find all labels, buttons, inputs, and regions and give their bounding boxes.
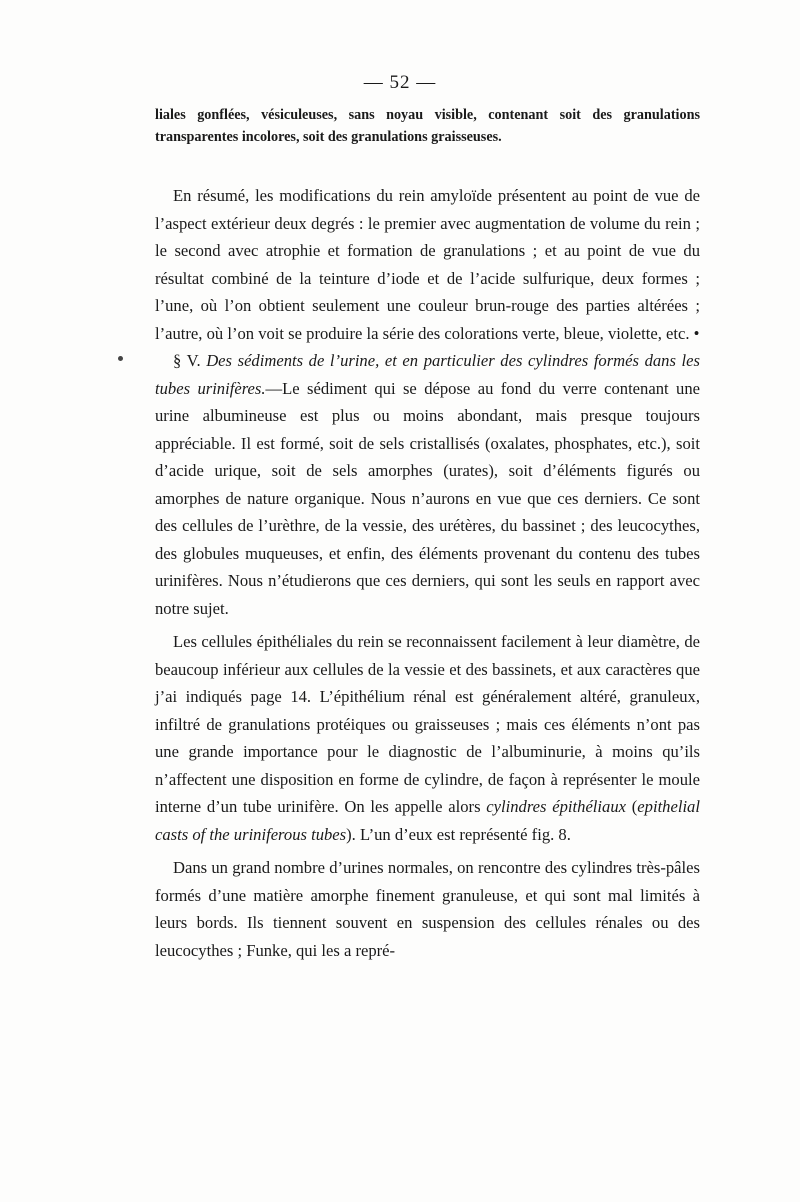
section-marker: § V. bbox=[173, 351, 207, 370]
paragraph-section-v bbox=[155, 347, 700, 622]
text-segment: Les cellules épithéliales du rein se reconnaissent facilement à leur diamètre, de beaucoup inférieur aux cellules de la vessie et des bassinets, et aux caractères que j’ai indiqués page 14. L’épithélium rénal est généralement altéré, granuleux, infiltré de granulations protéiques ou graisseuses ; mais ces éléments n’ont pas une grande importance pour le diagnostic de l’albuminurie, à moins qu’ils n’affectent une disposition en forme de cylindre, de façon à représenter le moule interne d’un tube urinifère. On les appelle alors bbox=[155, 632, 700, 816]
paragraph-resume: En résumé, les modifications du rein amyloïde présentent au point de vue de l’aspect extérieur deux degrés : le premier avec augmentation de volume du rein ; le second avec atrophie et formation de granulations ; et au point de vue du résultat combiné de la teinture d’iode et de l’acide sulfurique, deux formes ; l’une, où l’on obtient seulement une couleur brun-rouge des parties altérées ; l’autre, où l’on voit se produire la série des colorations verte, bleue, violette, etc. • bbox=[155, 186, 700, 343]
paragraph-continuation: liales gonflées, vésiculeuses, sans noyau visible, contenant soit des granulations transparentes incolores, soit des granulations graisseuses. bbox=[155, 107, 700, 145]
italic-term: cylindres épithéliaux bbox=[486, 797, 626, 816]
section-text: —Le sédiment qui se dépose au fond du verre contenant une urine albumineuse est plus ou moins abondant, mais presque toujours appréciable. Il est formé, soit de sels cristallisés (oxalates, phosphates, etc.), soit d’acide urique, soit de sels amorphes (urates), soit d’éléments figurés ou amorphes de nature organique. Nous n’aurons en vue que ces derniers. Ce sont des cellules de l’urèthre, de la vessie, des urétères, du bassinet ; des leucocythes, des globules muqueuses, et enfin, des éléments provenant du contenu des tubes urinifères. Nous n’étudierons que ces derniers, qui sont les seuls en rapport avec notre sujet. bbox=[155, 378, 700, 618]
text-segment: ( bbox=[626, 797, 638, 816]
paragraph-cylinders: Dans un grand nombre d’urines normales, on rencontre des cylindres très-pâles formés d’une matière amorphe finement granuleuse, et qui sont mal limités à leurs bords. Ils tiennent souvent en suspension des cellules rénales ou des leucocythes ; Funke, qui les a repré- bbox=[155, 858, 700, 960]
margin-speck bbox=[118, 356, 123, 361]
page-number: — 52 — bbox=[363, 72, 437, 93]
section-title: Des sédiments de l’urine, et en particulier des cylindres formés dans les tubes urinifères. bbox=[155, 351, 700, 398]
paragraph-epithelial-cells bbox=[155, 628, 700, 848]
page-body bbox=[155, 104, 700, 964]
text-segment: ). L’un d’eux est représenté fig. 8. bbox=[346, 824, 571, 844]
italic-term-english: epithelial casts of the uriniferous tubes bbox=[155, 797, 700, 844]
